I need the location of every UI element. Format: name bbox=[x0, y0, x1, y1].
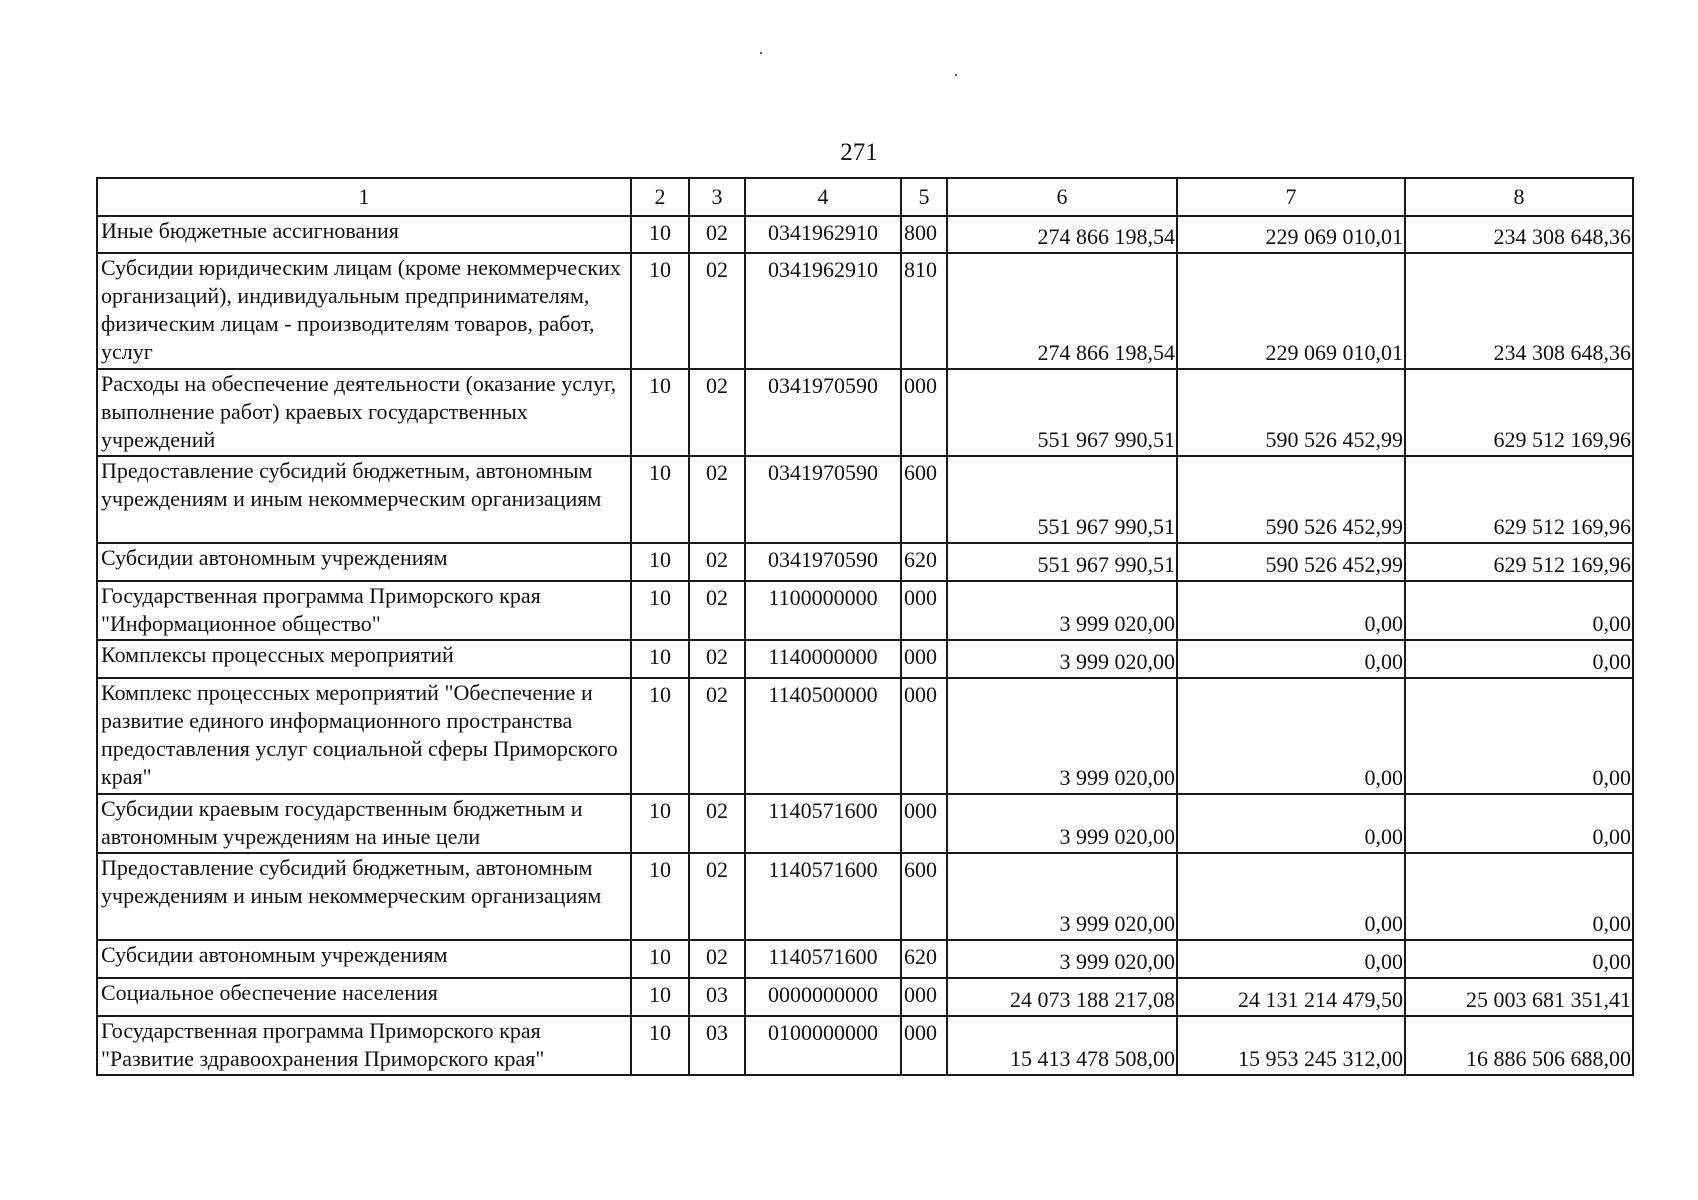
amount-year1: 24 073 188 217,08 bbox=[947, 978, 1177, 1016]
table-row bbox=[97, 978, 1633, 1016]
subsection-code: 02 bbox=[689, 581, 745, 640]
header-row bbox=[97, 178, 1633, 216]
table-row bbox=[97, 640, 1633, 678]
target-article-code: 0000000000 bbox=[745, 978, 901, 1016]
row-name: Субсидии юридическим лицам (кроме некоммерческих организаций), индивидуальным предпринимателям, физическим лицам - производителям товаров, работ, услуг bbox=[97, 253, 631, 369]
expense-type-code: 620 bbox=[901, 940, 947, 978]
expense-type-code: 600 bbox=[901, 853, 947, 940]
expense-type-code: 600 bbox=[901, 456, 947, 543]
expense-type-code: 000 bbox=[901, 978, 947, 1016]
amount-year1: 3 999 020,00 bbox=[947, 794, 1177, 853]
amount-year3: 0,00 bbox=[1405, 794, 1633, 853]
subsection-code: 02 bbox=[689, 456, 745, 543]
column-header: 1 bbox=[97, 178, 631, 216]
amount-year3: 0,00 bbox=[1405, 853, 1633, 940]
expense-type-code: 000 bbox=[901, 794, 947, 853]
subsection-code: 02 bbox=[689, 794, 745, 853]
amount-year1: 3 999 020,00 bbox=[947, 581, 1177, 640]
expense-type-code: 000 bbox=[901, 1016, 947, 1075]
scan-speck bbox=[760, 52, 762, 54]
row-name: Субсидии автономным учреждениям bbox=[97, 543, 631, 581]
table-row bbox=[97, 456, 1633, 543]
scan-speck bbox=[955, 74, 957, 76]
amount-year2: 0,00 bbox=[1177, 940, 1405, 978]
section-code: 10 bbox=[631, 1016, 689, 1075]
subsection-code: 02 bbox=[689, 853, 745, 940]
amount-year2: 0,00 bbox=[1177, 640, 1405, 678]
amount-year2: 0,00 bbox=[1177, 853, 1405, 940]
column-header: 4 bbox=[745, 178, 901, 216]
section-code: 10 bbox=[631, 581, 689, 640]
amount-year1: 551 967 990,51 bbox=[947, 456, 1177, 543]
expense-type-code: 620 bbox=[901, 543, 947, 581]
amount-year1: 274 866 198,54 bbox=[947, 253, 1177, 369]
table-row bbox=[97, 678, 1633, 794]
target-article-code: 0100000000 bbox=[745, 1016, 901, 1075]
amount-year2: 15 953 245 312,00 bbox=[1177, 1016, 1405, 1075]
expense-type-code: 000 bbox=[901, 581, 947, 640]
target-article-code: 0341970590 bbox=[745, 456, 901, 543]
section-code: 10 bbox=[631, 853, 689, 940]
column-header: 6 bbox=[947, 178, 1177, 216]
row-name: Социальное обеспечение населения bbox=[97, 978, 631, 1016]
target-article-code: 0341970590 bbox=[745, 369, 901, 456]
amount-year2: 24 131 214 479,50 bbox=[1177, 978, 1405, 1016]
amount-year1: 3 999 020,00 bbox=[947, 678, 1177, 794]
subsection-code: 03 bbox=[689, 1016, 745, 1075]
section-code: 10 bbox=[631, 978, 689, 1016]
amount-year2: 590 526 452,99 bbox=[1177, 369, 1405, 456]
amount-year3: 629 512 169,96 bbox=[1405, 543, 1633, 581]
table-row bbox=[97, 794, 1633, 853]
subsection-code: 02 bbox=[689, 369, 745, 456]
section-code: 10 bbox=[631, 216, 689, 253]
target-article-code: 0341962910 bbox=[745, 253, 901, 369]
subsection-code: 02 bbox=[689, 216, 745, 253]
table-row bbox=[97, 369, 1633, 456]
budget-table bbox=[96, 177, 1634, 1076]
table-row bbox=[97, 853, 1633, 940]
amount-year2: 229 069 010,01 bbox=[1177, 216, 1405, 253]
section-code: 10 bbox=[631, 543, 689, 581]
subsection-code: 02 bbox=[689, 253, 745, 369]
column-header: 8 bbox=[1405, 178, 1633, 216]
amount-year2: 0,00 bbox=[1177, 678, 1405, 794]
subsection-code: 02 bbox=[689, 640, 745, 678]
expense-type-code: 000 bbox=[901, 369, 947, 456]
target-article-code: 1100000000 bbox=[745, 581, 901, 640]
row-name: Субсидии автономным учреждениям bbox=[97, 940, 631, 978]
amount-year3: 0,00 bbox=[1405, 940, 1633, 978]
subsection-code: 02 bbox=[689, 543, 745, 581]
row-name: Предоставление субсидий бюджетным, автономным учреждениям и иным некоммерческим организациям bbox=[97, 456, 631, 543]
row-name: Государственная программа Приморского края "Развитие здравоохранения Приморского края" bbox=[97, 1016, 631, 1075]
amount-year1: 551 967 990,51 bbox=[947, 369, 1177, 456]
amount-year1: 551 967 990,51 bbox=[947, 543, 1177, 581]
row-name: Комплекс процессных мероприятий "Обеспечение и развитие единого информационного пространства предоставления услуг социальной сферы Приморского края" bbox=[97, 678, 631, 794]
amount-year3: 16 886 506 688,00 bbox=[1405, 1016, 1633, 1075]
section-code: 10 bbox=[631, 640, 689, 678]
target-article-code: 1140000000 bbox=[745, 640, 901, 678]
amount-year2: 0,00 bbox=[1177, 794, 1405, 853]
target-article-code: 1140571600 bbox=[745, 940, 901, 978]
page-number: 271 bbox=[840, 139, 878, 166]
amount-year3: 234 308 648,36 bbox=[1405, 216, 1633, 253]
amount-year3: 234 308 648,36 bbox=[1405, 253, 1633, 369]
row-name: Субсидии краевым государственным бюджетным и автономным учреждениям на иные цели bbox=[97, 794, 631, 853]
expense-type-code: 810 bbox=[901, 253, 947, 369]
amount-year3: 0,00 bbox=[1405, 640, 1633, 678]
amount-year2: 0,00 bbox=[1177, 581, 1405, 640]
amount-year1: 3 999 020,00 bbox=[947, 940, 1177, 978]
row-name: Государственная программа Приморского края "Информационное общество" bbox=[97, 581, 631, 640]
section-code: 10 bbox=[631, 678, 689, 794]
amount-year2: 590 526 452,99 bbox=[1177, 456, 1405, 543]
amount-year3: 0,00 bbox=[1405, 581, 1633, 640]
section-code: 10 bbox=[631, 940, 689, 978]
table-row bbox=[97, 253, 1633, 369]
amount-year3: 629 512 169,96 bbox=[1405, 456, 1633, 543]
target-article-code: 1140500000 bbox=[745, 678, 901, 794]
table-row bbox=[97, 216, 1633, 253]
amount-year2: 590 526 452,99 bbox=[1177, 543, 1405, 581]
table-row bbox=[97, 940, 1633, 978]
row-name: Комплексы процессных мероприятий bbox=[97, 640, 631, 678]
target-article-code: 1140571600 bbox=[745, 794, 901, 853]
table-row bbox=[97, 1016, 1633, 1075]
subsection-code: 02 bbox=[689, 940, 745, 978]
amount-year2: 229 069 010,01 bbox=[1177, 253, 1405, 369]
column-header: 2 bbox=[631, 178, 689, 216]
table-row bbox=[97, 581, 1633, 640]
expense-type-code: 000 bbox=[901, 678, 947, 794]
section-code: 10 bbox=[631, 369, 689, 456]
row-name: Иные бюджетные ассигнования bbox=[97, 216, 631, 253]
target-article-code: 1140571600 bbox=[745, 853, 901, 940]
target-article-code: 0341970590 bbox=[745, 543, 901, 581]
expense-type-code: 800 bbox=[901, 216, 947, 253]
row-name: Предоставление субсидий бюджетным, автономным учреждениям и иным некоммерческим организациям bbox=[97, 853, 631, 940]
section-code: 10 bbox=[631, 456, 689, 543]
amount-year3: 629 512 169,96 bbox=[1405, 369, 1633, 456]
amount-year3: 25 003 681 351,41 bbox=[1405, 978, 1633, 1016]
section-code: 10 bbox=[631, 253, 689, 369]
amount-year1: 274 866 198,54 bbox=[947, 216, 1177, 253]
column-header: 3 bbox=[689, 178, 745, 216]
target-article-code: 0341962910 bbox=[745, 216, 901, 253]
section-code: 10 bbox=[631, 794, 689, 853]
row-name: Расходы на обеспечение деятельности (оказание услуг, выполнение работ) краевых государственных учреждений bbox=[97, 369, 631, 456]
amount-year3: 0,00 bbox=[1405, 678, 1633, 794]
expense-type-code: 000 bbox=[901, 640, 947, 678]
subsection-code: 03 bbox=[689, 978, 745, 1016]
amount-year1: 3 999 020,00 bbox=[947, 853, 1177, 940]
subsection-code: 02 bbox=[689, 678, 745, 794]
column-header: 7 bbox=[1177, 178, 1405, 216]
amount-year1: 15 413 478 508,00 bbox=[947, 1016, 1177, 1075]
table-row bbox=[97, 543, 1633, 581]
column-header: 5 bbox=[901, 178, 947, 216]
amount-year1: 3 999 020,00 bbox=[947, 640, 1177, 678]
